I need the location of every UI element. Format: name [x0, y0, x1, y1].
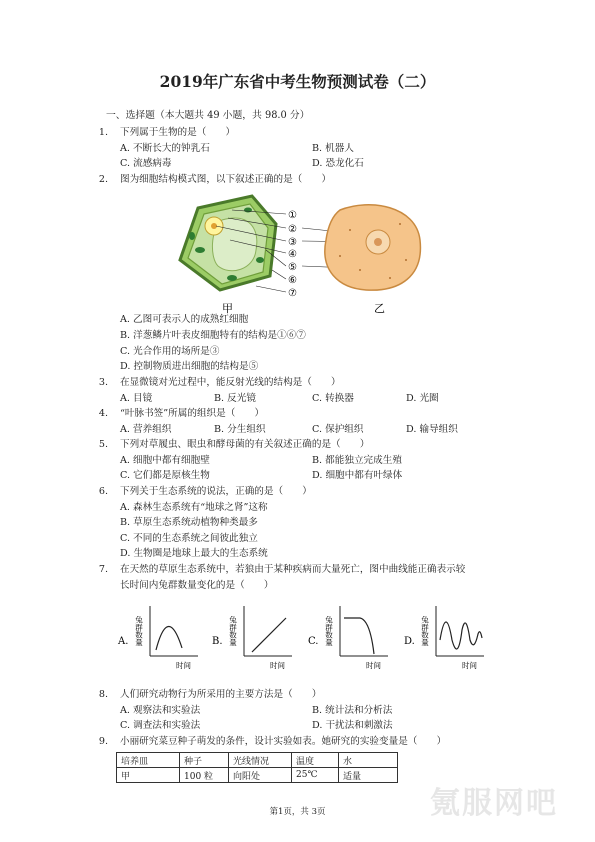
- question-stem: 下列关于生态系统的说法，正确的是（ ）: [120, 486, 312, 497]
- graph-label-a: A.: [118, 636, 129, 647]
- structure-labels: [288, 210, 297, 299]
- population-graphs: [112, 600, 492, 672]
- option-d: D. 恐龙化石: [312, 158, 364, 169]
- svg-text:时间: 时间: [176, 661, 191, 670]
- option-b: B. 机器人: [312, 143, 354, 154]
- option-a: A. 营养组织: [120, 424, 172, 435]
- plant-cell: [180, 196, 276, 290]
- svg-text:兔群数量: 兔群数量: [420, 616, 430, 646]
- option-c: C. 转换器: [312, 393, 354, 404]
- option-b: B. 反光镜: [214, 393, 256, 404]
- svg-text:时间: 时间: [366, 661, 381, 670]
- question-stem: “叶脉书签”所属的组织是（ ）: [120, 408, 265, 419]
- table-header: 温度: [292, 753, 339, 768]
- table-cell: 适量: [339, 768, 398, 783]
- option-c: C. 调查法和实验法: [120, 720, 201, 731]
- curve-d: [440, 622, 482, 649]
- label-2: ②: [288, 224, 297, 235]
- label-7: ⑦: [288, 288, 297, 299]
- svg-text:兔群数量: 兔群数量: [134, 616, 144, 646]
- question-stem: 小丽研究菜豆种子萌发的条件，设计实验如表。她研究的实验变量是（ ）: [120, 736, 447, 747]
- section-header: 一、选择题（本大题共 49 小题，共 98.0 分）: [106, 110, 310, 121]
- option-b: B. 分生组织: [214, 424, 266, 435]
- svg-text:兔群数量: 兔群数量: [324, 616, 334, 646]
- graph-axis-labels: [134, 615, 477, 670]
- curve-a: [156, 626, 182, 650]
- option-d: D. 干扰法和刺激法: [312, 720, 393, 731]
- question-stem: 下列对草履虫、眼虫和酵母菌的有关叙述正确的是（ ）: [120, 439, 370, 450]
- question-stem: 在显微镜对光过程中，能反射光线的结构是（ ）: [120, 377, 341, 388]
- option-d: D. 生物圈是地球上最大的生态系统: [120, 548, 268, 559]
- option-c: C. 光合作用的场所是③: [120, 346, 220, 357]
- question-number: 8.: [98, 689, 108, 700]
- graph-label-d: D.: [404, 636, 415, 647]
- option-c: C. 保护组织: [312, 424, 364, 435]
- option-d: D. 输导组织: [406, 424, 458, 435]
- page-footer: 第1页，共 3页: [269, 807, 326, 817]
- table-cell: 25℃: [292, 768, 339, 783]
- table-header: 光线情况: [229, 753, 292, 768]
- question-stem: 在天然的草原生态系统中，若狼由于某种疾病而大量死亡，图中曲线能正确表示较: [120, 564, 466, 575]
- svg-text:时间: 时间: [270, 661, 285, 670]
- option-a: A. 不断长大的钟乳石: [120, 143, 210, 154]
- question-stem: 下列属于生物的是（ ）: [120, 127, 236, 138]
- graph-label-c: C.: [308, 636, 319, 647]
- option-c: C. 流感病毒: [120, 158, 172, 169]
- graph-axes: [150, 606, 484, 656]
- label-4: ④: [288, 249, 297, 260]
- table-cell: 甲: [117, 768, 180, 783]
- option-b: B. 统计法和分析法: [312, 705, 393, 716]
- curve-c: [344, 618, 374, 654]
- table-header: 水: [339, 753, 398, 768]
- figure-caption-left: 甲: [222, 302, 233, 315]
- question-number: 9.: [98, 736, 108, 747]
- option-d: D. 控制物质进出细胞的结构是⑤: [120, 361, 259, 372]
- svg-text:时间: 时间: [462, 661, 477, 670]
- curve-b: [252, 618, 286, 652]
- animal-cell: [325, 205, 421, 290]
- watermark: 氪服网吧: [430, 786, 558, 821]
- option-c: C. 不同的生态系统之间彼此独立: [120, 533, 258, 544]
- option-a: A. 森林生态系统有“地球之肾”这称: [120, 502, 268, 513]
- svg-text:兔群数量: 兔群数量: [228, 616, 238, 646]
- option-b: B. 草原生态系统动植物种类最多: [120, 517, 258, 528]
- question-number: 3.: [98, 377, 108, 388]
- graph-curves: [156, 618, 482, 654]
- experiment-table: [116, 752, 398, 783]
- option-d: D. 光圈: [406, 393, 439, 404]
- table-cell: 向阳处: [229, 768, 292, 783]
- table-header: 种子: [180, 753, 229, 768]
- cell-diagram: [170, 190, 430, 320]
- graph-label-b: B.: [212, 636, 223, 647]
- option-b: B. 都能独立完成生殖: [312, 455, 402, 466]
- option-a: A. 目镜: [120, 393, 153, 404]
- question-stem: 人们研究动物行为所采用的主要方法是（ ）: [120, 689, 322, 700]
- option-b: B. 洋葱鳞片叶表皮细胞特有的结构是①⑥⑦: [120, 330, 306, 341]
- question-number: 2.: [98, 174, 108, 185]
- option-c: C. 它们都是原核生物: [120, 470, 210, 481]
- question-number: 7.: [98, 564, 108, 575]
- option-d: D. 细胞中都有叶绿体: [312, 470, 403, 481]
- option-a: A. 乙图可表示人的成熟红细胞: [120, 314, 249, 325]
- option-a: A. 细胞中都有细胞壁: [120, 455, 210, 466]
- figure-caption-right: 乙: [374, 302, 385, 315]
- question-number: 1.: [98, 127, 108, 138]
- question-stem: 图为细胞结构模式图，以下叙述正确的是（ ）: [120, 174, 332, 185]
- question-number: 4.: [98, 408, 108, 419]
- question-number: 5.: [98, 439, 108, 450]
- table-header: 培养皿: [117, 753, 180, 768]
- label-5: ⑤: [288, 262, 297, 273]
- question-stem-cont: 长时间内兔群数量变化的是（ ）: [120, 580, 274, 591]
- label-3: ③: [288, 237, 297, 248]
- label-1: ①: [288, 210, 297, 221]
- question-number: 6.: [98, 486, 108, 497]
- table-cell: 100 粒: [180, 768, 229, 783]
- label-6: ⑥: [288, 275, 297, 286]
- table-row: [117, 768, 398, 783]
- option-a: A. 观察法和实验法: [120, 705, 201, 716]
- table-header-row: [117, 753, 398, 768]
- exam-title: 2019年广东省中考生物预测试卷（二）: [159, 72, 436, 91]
